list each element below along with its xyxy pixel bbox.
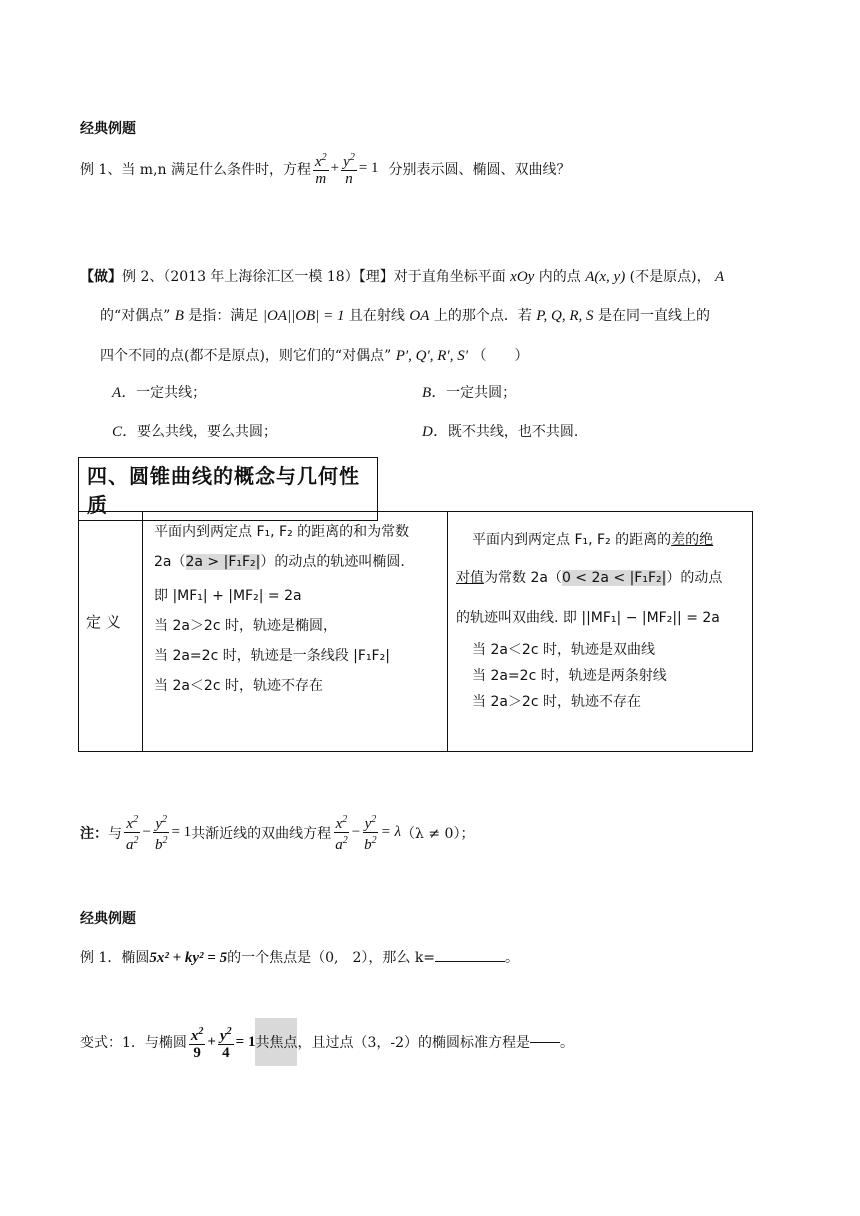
math-a: A <box>715 269 725 285</box>
hyperbola-line-5: 当 2a=2c 时，轨迹是两条射线 <box>472 668 667 684</box>
equation-rhs-lambda: = λ <box>380 824 402 840</box>
equation-rhs: = 1 <box>235 1033 256 1050</box>
option-c <box>112 420 277 441</box>
note: 注： 与 $\frac{x^2}{a^2}$ − $\frac{y^2}{b^2}$ = 1 共渐近线的双曲线方程 $\frac{x^2}{a^2}$ − $\frac{y^2}{b^2}$ = λ （λ ≠ 0）； <box>80 814 475 853</box>
text: 共渐近线的双曲线方程 <box>191 825 332 842</box>
answer-paren: （ ） <box>472 348 529 364</box>
option-letter: D． <box>422 424 448 440</box>
hyperbola-line-3: 的轨迹叫双曲线. 即 ||MF₁| − |MF₂|| = 2a <box>456 610 720 626</box>
answer-blank[interactable] <box>435 961 505 962</box>
option-a <box>112 381 206 402</box>
math-oa: OA <box>409 308 430 324</box>
math-condition: |OA||OB| = 1 <box>262 308 345 324</box>
math-b: B <box>174 308 184 324</box>
fraction-x2-over-a2: $\frac{x^2}{a^2}$ <box>126 814 139 853</box>
highlight-condition: 0 < 2a < |F₁F₂| <box>561 570 667 586</box>
table-row-label: 定 义 <box>86 613 121 631</box>
hyperbola-line-4: 当 2a＜2c 时，轨迹是双曲线 <box>472 642 655 658</box>
option-text: 既不共线，也不共圆． <box>447 424 588 440</box>
section-heading-1: 经典例题 <box>80 121 136 137</box>
fraction-y2-over-4: $\frac{y^2}{4}$ <box>219 1025 232 1061</box>
fraction-x2-over-a2: $\frac{x^2}{a^2}$ <box>335 814 348 853</box>
underlined-text: 差的绝 <box>671 532 714 548</box>
example-2-line-3 <box>100 345 528 365</box>
text: ）的动点 <box>666 570 723 586</box>
text: 为常数 2a（ <box>484 570 562 586</box>
option-text: 一定共圆； <box>446 385 517 401</box>
option-text: 一定共线； <box>136 385 207 401</box>
hyperbola-definition <box>456 525 748 715</box>
math-dual-points: P′, Q′, R′, S′ <box>395 348 468 364</box>
math-point-a: A(x, y) <box>585 269 626 285</box>
option-letter: A． <box>112 385 137 401</box>
example-2-line-1 <box>80 266 724 286</box>
text: ）的动点的轨迹叫椭圆. <box>260 554 405 570</box>
math-ellipse-equation: 5x² + ky² = 5 <box>149 950 228 966</box>
equation-rhs: = 1 <box>171 824 192 840</box>
example-2-prefix: 例 2、（2013 年上海徐汇区一模 18）【理】 <box>122 269 394 285</box>
note-label: 注： <box>80 825 108 842</box>
text: 内的点 <box>538 269 581 285</box>
equation-rhs: = 1 <box>358 160 379 176</box>
example-ellipse-k <box>80 947 519 967</box>
section-4-title: 四、圆锥曲线的概念与几何性质 <box>78 457 378 521</box>
text: 变式：1．与椭圆 <box>80 1035 187 1051</box>
text: 四个不同的点(都不是原点)，则它们的“对偶点” <box>100 348 392 364</box>
ellipse-line-6: 当 2a＜2c 时，轨迹不存在 <box>154 678 323 694</box>
text: 且在射线 <box>348 308 405 324</box>
text: 平面内到两定点 F₁, F₂ 的距离的 <box>472 532 672 548</box>
ellipse-definition <box>154 517 444 701</box>
ellipse-line-4: 当 2a＞2c 时，轨迹是椭圆， <box>154 618 337 634</box>
text: 例 1．椭圆 <box>80 950 150 966</box>
section-heading-2: 经典例题 <box>80 911 136 927</box>
option-d <box>422 420 588 441</box>
text: 对于直角坐标平面 <box>393 269 506 285</box>
text: 。 <box>505 950 520 966</box>
option-letter: B． <box>422 385 447 401</box>
answer-blank[interactable] <box>530 1042 560 1043</box>
math-xoy: xOy <box>510 269 535 285</box>
example-2-line-2 <box>100 305 710 325</box>
highlight-cofocal: 共焦点 <box>255 1018 297 1066</box>
option-text: 要么共线，要么共圆； <box>137 424 278 440</box>
hyperbola-line-2 <box>456 563 748 593</box>
tag-do: 【做】 <box>80 269 122 285</box>
ellipse-line-2 <box>154 547 444 577</box>
fraction-y2-over-b2: $\frac{y^2}{b^2}$ <box>364 814 377 853</box>
example-1-suffix: 分别表示圆、椭圆、双曲线？ <box>388 161 571 178</box>
text: 2a（ <box>154 554 186 570</box>
fraction-x2-over-m: $\frac{x^2}{m}$ <box>315 152 327 187</box>
text: ，且过点（3，-2）的椭圆标准方程是 <box>297 1035 531 1051</box>
hyperbola-line-6: 当 2a＞2c 时，轨迹不存在 <box>472 694 641 710</box>
underlined-text: 对值 <box>456 570 484 586</box>
text: 上的那个点．若 <box>433 308 532 324</box>
fraction-y2-over-b2: $\frac{y^2}{b^2}$ <box>154 814 168 853</box>
definition-table <box>78 511 753 752</box>
hyperbola-line-1 <box>472 525 748 555</box>
example-1-prefix: 例 1、当 m,n 满足什么条件时，方程 <box>80 161 311 178</box>
ellipse-line-5: 当 2a=2c 时，轨迹是一条线段 |F₁F₂| <box>154 648 390 664</box>
text: 的一个焦点是（0, 2），那么 k= <box>227 950 436 966</box>
ellipse-line-1: 平面内到两定点 F₁, F₂ 的距离的和为常数 <box>154 524 410 540</box>
text: (不是原点)， <box>629 269 711 285</box>
text: 是指：满足 <box>188 308 259 324</box>
text: 的“对偶点” <box>100 308 171 324</box>
fraction-y2-over-n: $\frac{y^2}{n}$ <box>343 152 355 187</box>
text: 。 <box>560 1035 575 1051</box>
ellipse-line-3: 即 |MF₁| + |MF₂| = 2a <box>154 588 302 604</box>
fraction-x2-over-9: $\frac{x^2}{9}$ <box>190 1025 204 1061</box>
math-pqrs: P, Q, R, S <box>536 308 594 324</box>
option-b <box>422 381 516 402</box>
option-letter: C． <box>112 424 138 440</box>
highlight-condition: 2a > |F₁F₂| <box>185 554 261 570</box>
example-1: 例 1、当 m,n 满足什么条件时，方程 $\frac{x^2}{m}$ + $\frac{y^2}{n}$ = 1 分别表示圆、椭圆、双曲线？ <box>80 152 571 187</box>
text: 是在同一直线上的 <box>597 308 710 324</box>
variant-1: 变式：1．与椭圆 $\frac{x^2}{9}$ + $\frac{y^2}{4}$ = 1 共焦点 ，且过点（3，-2）的椭圆标准方程是 。 <box>80 1018 574 1066</box>
text: 与 <box>108 825 122 842</box>
text: （λ ≠ 0）； <box>401 825 475 842</box>
